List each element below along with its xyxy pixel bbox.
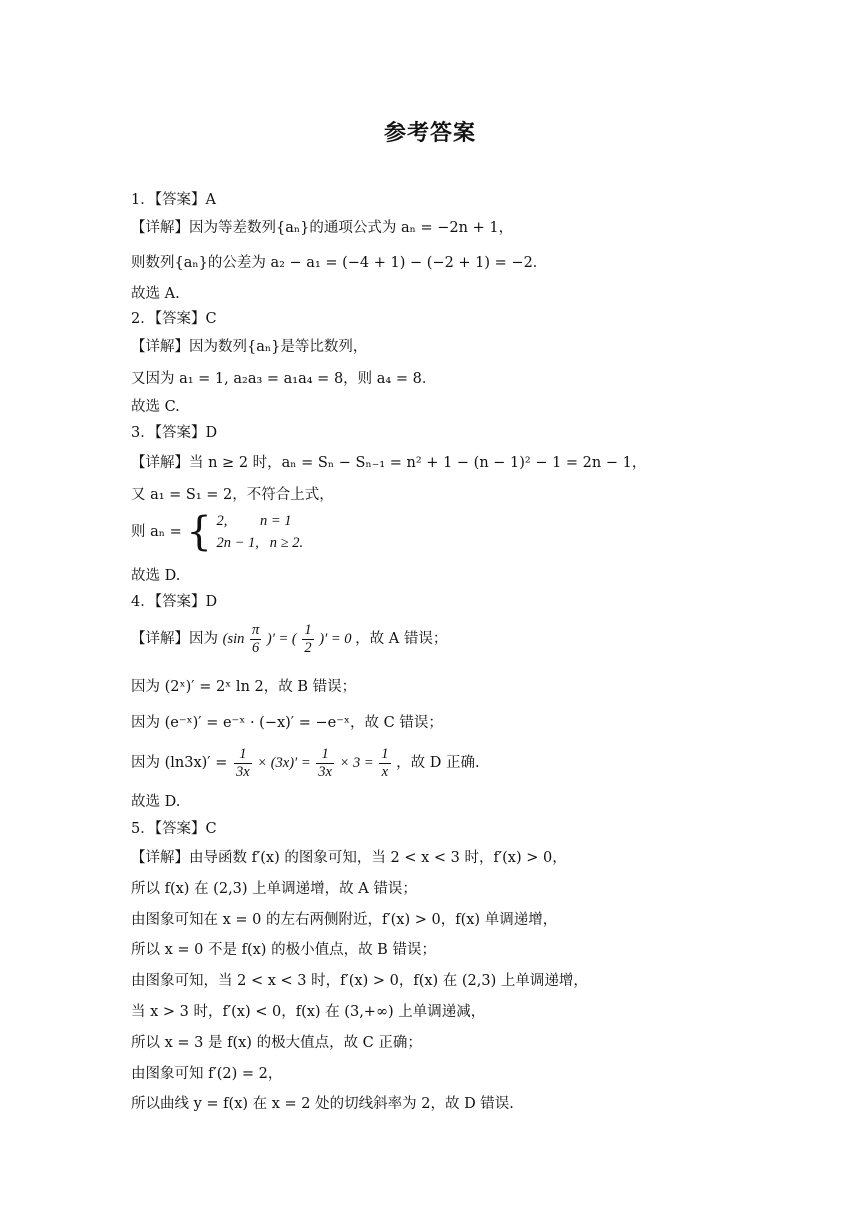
q4-d-tail: ，故 D 正确. xyxy=(396,754,480,771)
q4-a-expr xyxy=(222,622,356,656)
text-line: 故选 A. xyxy=(131,286,180,302)
frac-1-over-3x-2 xyxy=(316,746,334,781)
frac-1-over-x xyxy=(379,746,390,781)
text-line: 故选 D. xyxy=(131,794,181,810)
frac-den: 3x xyxy=(235,764,250,780)
piecewise-prefix: 则 aₙ = xyxy=(131,524,187,540)
case1-value: 2, xyxy=(216,513,228,529)
case1-cond: n = 1 xyxy=(259,513,292,529)
text-line: 则数列{aₙ}的公差为 a₂ − a₁ = (−4 + 1) − (−2 + 1) = −2． xyxy=(131,255,548,271)
text-line: 【详解】因为数列{aₙ}是等比数列， xyxy=(131,339,368,355)
left-brace-icon: { xyxy=(186,509,212,555)
text-line: 所以 x = 3 是 f(x) 的极大值点，故 C 正确； xyxy=(131,1035,422,1051)
one-half xyxy=(302,622,313,657)
q4-a-rhs: )′ = 0 xyxy=(319,630,352,647)
q4-line-b: 因为 (2ˣ)′ = 2ˣ ln 2，故 B 错误； xyxy=(131,679,357,695)
frac-num: 1 xyxy=(304,622,312,638)
text-line: 故选 D. xyxy=(131,568,181,584)
frac-den: 2 xyxy=(304,640,312,656)
text-line: 2．【答案】C xyxy=(131,311,217,327)
text-line: 由图象可知，当 2 < x < 3 时，f′(x) > 0，f(x) 在 (2,3) 上单调递增， xyxy=(131,973,588,989)
frac-num: 1 xyxy=(234,746,252,764)
frac-den: x xyxy=(381,764,389,780)
text-line: 【详解】当 n ≥ 2 时，aₙ = Sₙ − Sₙ₋₁ = n² + 1 − (n − 1)² − 1 = 2n − 1， xyxy=(131,455,647,471)
case2-cond: n ≥ 2 xyxy=(269,535,300,551)
piecewise-suffix: . xyxy=(299,535,304,551)
text-line: 所以 x = 0 不是 f(x) 的极小值点，故 B 错误； xyxy=(131,942,436,958)
q4-d-mid: × (3x)′ = xyxy=(257,754,315,771)
q4-line-a xyxy=(131,622,447,657)
q4-d-mid2: × 3 = xyxy=(339,754,378,771)
frac-1-over-3x xyxy=(234,746,252,781)
text-line: 【详解】由导函数 f′(x) 的图象可知，当 2 < x < 3 时，f′(x) > 0， xyxy=(131,850,567,866)
q4-line-c: 因为 (e⁻ˣ)′ = e⁻ˣ · (−x)′ = −e⁻ˣ，故 C 错误； xyxy=(131,715,443,731)
q4-d-expr xyxy=(232,746,396,780)
q4-a-lhs: (sin xyxy=(222,630,245,647)
frac-num: π xyxy=(251,622,260,638)
page-title: 参考答案 xyxy=(383,121,476,146)
case2-value: 2n − 1, xyxy=(216,535,259,551)
text-line: 所以 f(x) 在 (2,3) 上单调递增，故 A 错误； xyxy=(131,881,417,897)
text-line: 故选 C. xyxy=(131,399,180,415)
text-line: 5．【答案】C xyxy=(131,821,217,837)
text-line: 3．【答案】D xyxy=(131,425,218,441)
frac-den: 3x xyxy=(318,764,332,780)
text-line: 1．【答案】A xyxy=(131,192,216,208)
q4-a-tail: ，故 A 错误； xyxy=(355,630,448,647)
q3-piecewise-line xyxy=(131,510,303,554)
text-line: 4．【答案】D xyxy=(131,594,218,610)
text-line: 所以曲线 y = f(x) 在 x = 2 处的切线斜率为 2，故 D 错误. xyxy=(131,1096,514,1112)
frac-num: 1 xyxy=(316,746,334,764)
q4-line-d xyxy=(131,746,480,781)
text-line: 又 a₁ = S₁ = 2，不符合上式， xyxy=(131,487,334,503)
text-line: 又因为 a₁ = 1, a₂a₃ = a₁a₄ = 8，则 a₄ = 8． xyxy=(131,371,437,387)
pi-over-6 xyxy=(250,622,261,657)
text-line: 由图象可知在 x = 0 的左右两侧附近，f′(x) > 0，f(x) 单调递增， xyxy=(131,912,558,928)
q4-a-prefix: 【详解】因为 xyxy=(131,630,223,647)
q4-a-mid: )′ = ( xyxy=(266,630,297,647)
frac-den: 6 xyxy=(251,640,260,656)
q4-d-prefix: 因为 (ln3x)′ = xyxy=(131,754,232,771)
text-line: 由图象可知 f′(2) = 2， xyxy=(131,1066,283,1082)
piecewise-cases xyxy=(216,510,303,554)
text-line: 【详解】因为等差数列{aₙ}的通项公式为 aₙ = −2n + 1， xyxy=(131,220,514,236)
frac-num: 1 xyxy=(381,746,389,762)
text-line: 当 x > 3 时，f′(x) < 0，f(x) 在 (3,+∞) 上单调递减， xyxy=(131,1004,486,1020)
